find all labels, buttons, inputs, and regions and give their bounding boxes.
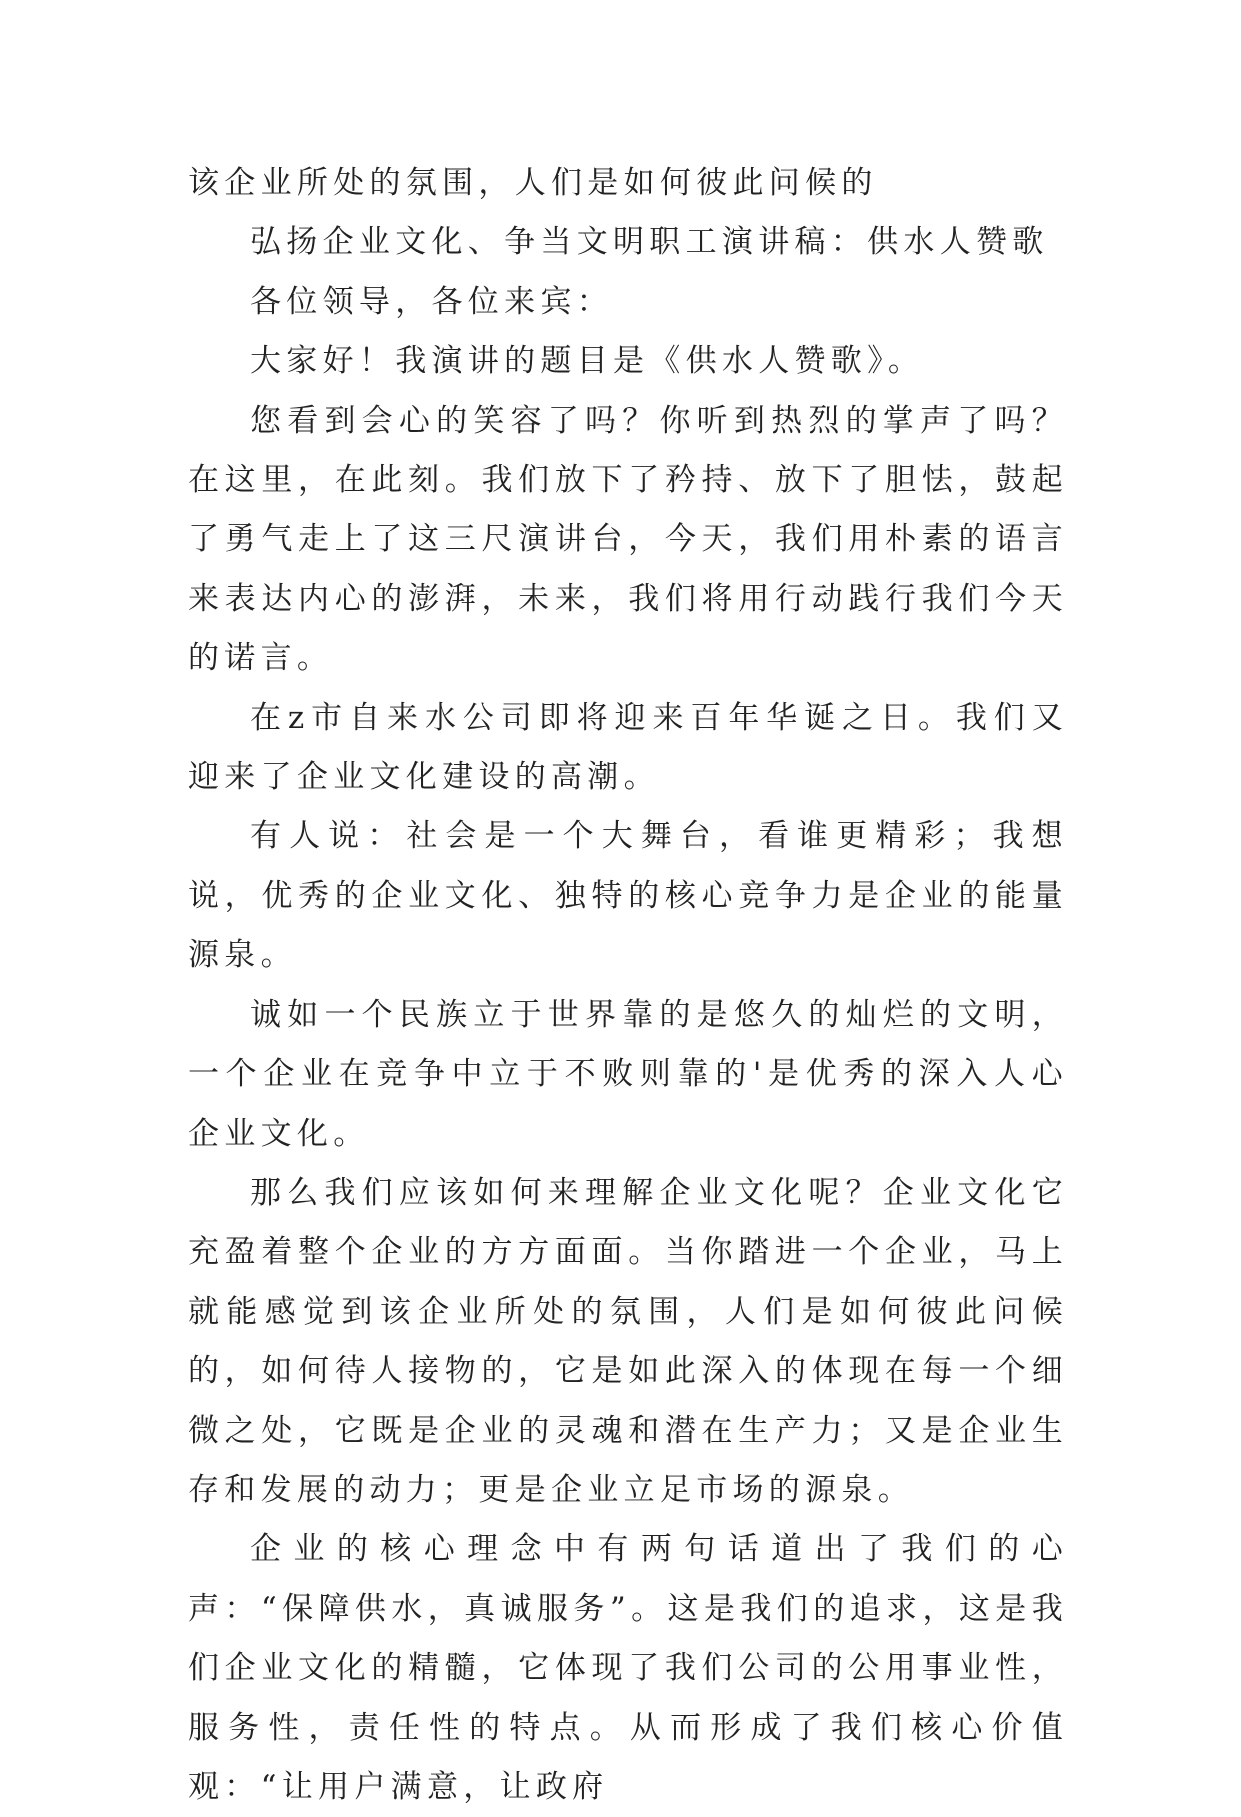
paragraph-8: 诚如一个民族立于世界靠的是悠久的灿烂的文明，一个企业在竞争中立于不败则靠的'是优秀的深入人心企业文化。 [188, 996, 1068, 1152]
paragraph-10: 企业的核心理念中有两句话道出了我们的心声：“保障供水，真诚服务”。这是我们的追求，这是我们企业文化的精髓，它体现了我们公司的公用事业性，服务性，责任性的特点。从而形成了我们核心价值观：“让用户满意，让政府 [188, 1531, 1068, 1805]
document-body [188, 154, 1068, 1817]
paragraph-salutation: 各位领导，各位来宾： [250, 283, 613, 320]
paragraph-greeting: 大家好！我演讲的题目是《供水人赞歌》。 [250, 343, 925, 380]
paragraph-6: 在z市自来水公司即将迎来百年华诞之日。我们又迎来了企业文化建设的高潮。 [188, 699, 1068, 796]
paragraph-1: 该企业所处的氛围，人们是如何彼此问候的 [188, 165, 878, 201]
paragraph-7: 有人说：社会是一个大舞台，看谁更精彩；我想说，优秀的企业文化、独特的核心竞争力是企业的能量源泉。 [188, 818, 1068, 974]
paragraph-5: 您看到会心的笑容了吗？你听到热烈的掌声了吗？在这里，在此刻。我们放下了矜持、放下了胆怯，鼓起了勇气走上了这三尺演讲台，今天，我们用朴素的语言来表达内心的澎湃，未来，我们将用行动践行我们今天的诺言。 [188, 402, 1068, 677]
paragraph-title: 弘扬企业文化、争当文明职工演讲稿：供水人赞歌 [250, 224, 1049, 261]
paragraph-9: 那么我们应该如何来理解企业文化呢？企业文化它充盈着整个企业的方方面面。当你踏进一个企业，马上就能感觉到该企业所处的氛围，人们是如何彼此问候的，如何待人接物的，它是如此深入的体现在每一个细微之处，它既是企业的灵魂和潜在生产力；又是企业生存和发展的动力；更是企业立足市场的源泉。 [188, 1174, 1068, 1508]
